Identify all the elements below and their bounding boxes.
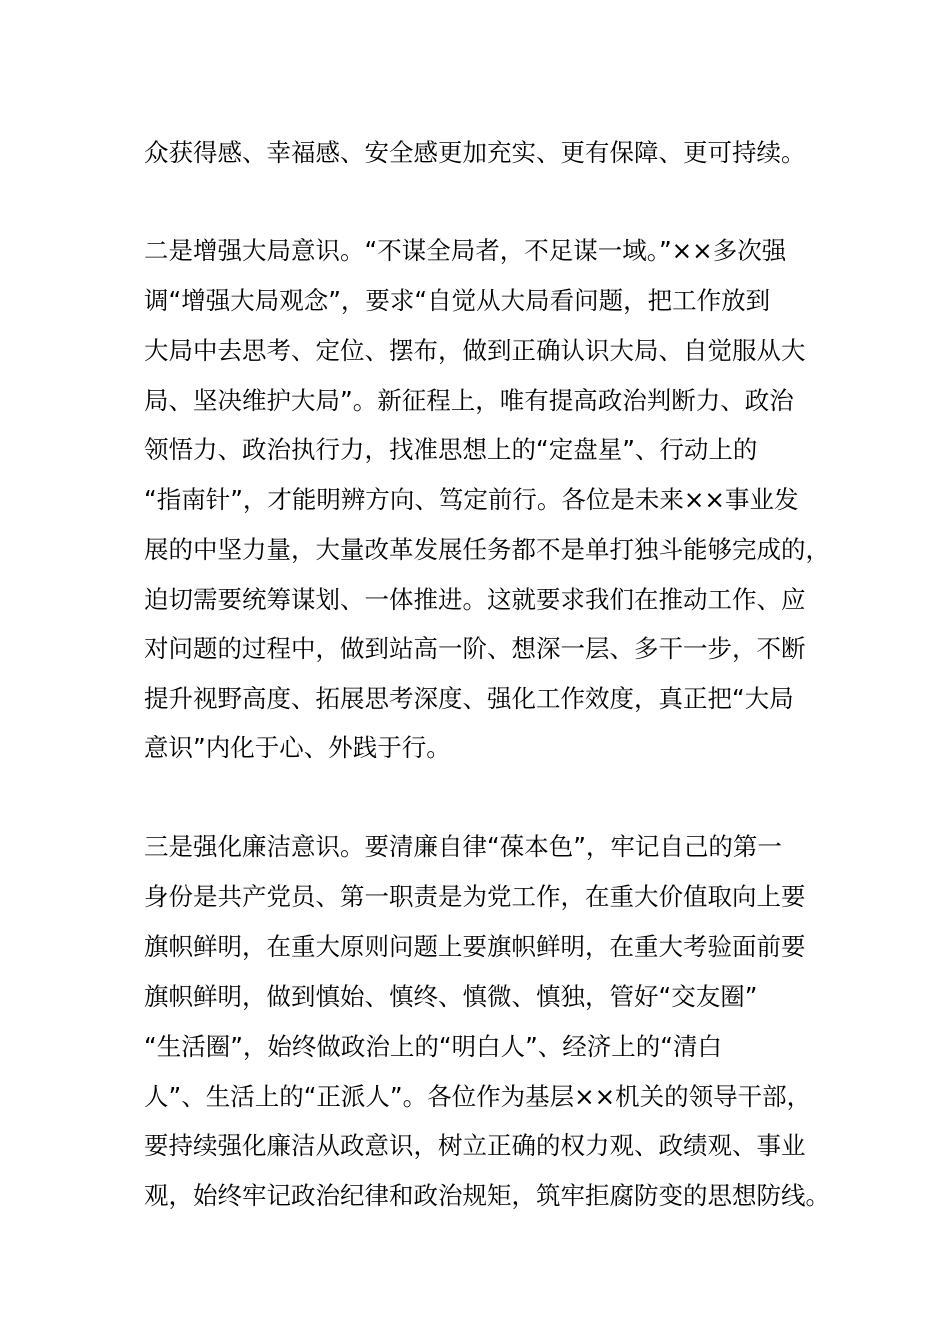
text-line: 展的中坚力量，大量改革发展任务都不是单打独斗能够完成的， <box>144 535 830 564</box>
text-line: “指南针”，才能明辨方向、笃定前行。各位是未来××事业发 <box>144 485 799 514</box>
text-line: 调“增强大局观念”，要求“自觉从大局看问题，把工作放到 <box>144 286 771 315</box>
text-line: 二是增强大局意识。“不谋全局者，不足谋一域。”××多次强 <box>144 236 787 265</box>
text-line: 意识”内化于心、外践于行。 <box>144 733 451 762</box>
text-line: 领悟力、政治执行力，找准思想上的“定盘星”、行动上的 <box>144 435 758 464</box>
text-line: 迫切需要统筹谋划、一体推进。这就要求我们在推动工作、应 <box>144 585 806 614</box>
text-line: 旗帜鲜明，在重大原则问题上要旗帜鲜明，在重大考验面前要 <box>144 932 806 961</box>
text-line: 三是强化廉洁意识。要清廉自律“葆本色”，牢记自己的第一 <box>144 832 782 861</box>
text-line: 人”、生活上的“正派人”。各位作为基层××机关的领导干部， <box>144 1082 812 1111</box>
text-line: 提升视野高度、拓展思考深度、强化工作效度，真正把“大局 <box>144 684 794 713</box>
text-line: 大局中去思考、定位、摆布，做到正确认识大局、自觉服从大 <box>144 336 806 365</box>
text-line: “生活圈”，始终做政治上的“明白人”、经济上的“清白 <box>144 1032 722 1061</box>
text-line: 观，始终牢记政治纪律和政治规矩，筑牢拒腐防变的思想防线。 <box>144 1181 830 1210</box>
text-line: 要持续强化廉洁从政意识，树立正确的权力观、政绩观、事业 <box>144 1131 806 1160</box>
text-line: 众获得感、幸福感、安全感更加充实、更有保障、更可持续。 <box>144 138 806 167</box>
text-line: 身份是共产党员、第一职责是为党工作，在重大价值取向上要 <box>144 882 806 911</box>
text-line: 对问题的过程中，做到站高一阶、想深一层、多干一步，不断 <box>144 634 806 663</box>
text-line: 旗帜鲜明，做到慎始、慎终、慎微、慎独，管好“交友圈” <box>144 982 758 1011</box>
text-line: 局、坚决维护大局”。新征程上，唯有提高政治判断力、政治 <box>144 386 794 415</box>
